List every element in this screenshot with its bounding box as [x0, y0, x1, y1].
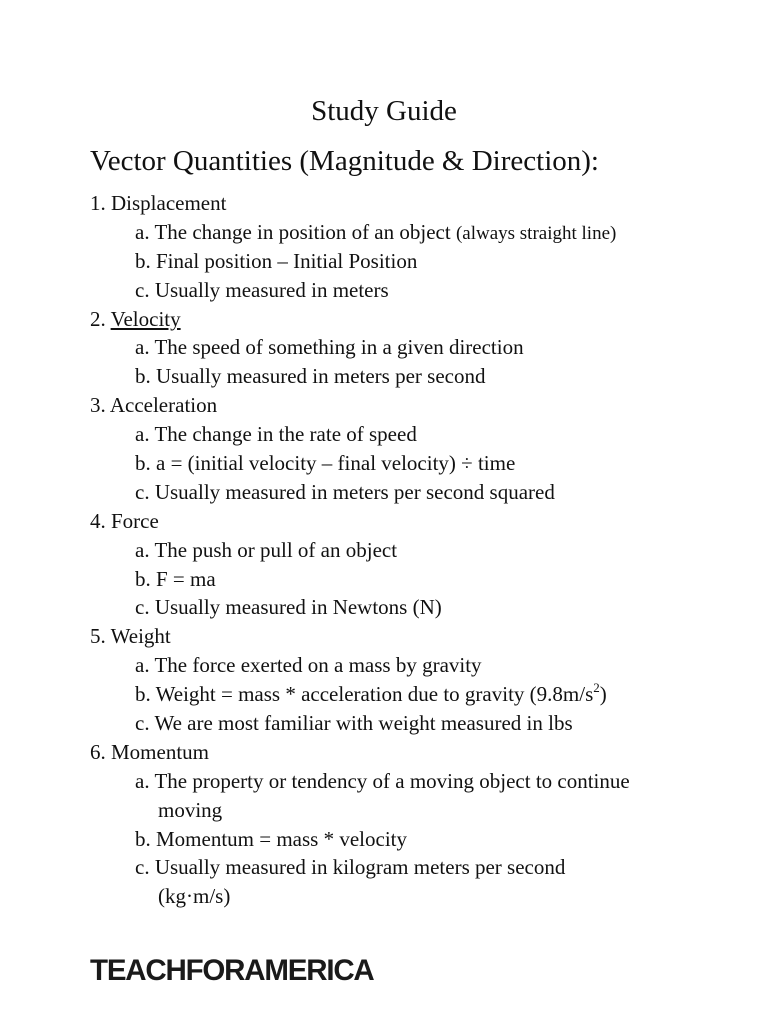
subitem-force-b: b. F = ma — [135, 566, 216, 591]
subitem-weight-b — [90, 680, 710, 709]
subitem-velocity-b: b. Usually measured in meters per second — [135, 364, 486, 389]
subitem-momentum-a-continued: moving — [158, 797, 223, 822]
page-title: Study Guide — [311, 95, 457, 127]
subitem-acceleration-a: a. The change in the rate of speed — [135, 422, 417, 447]
subitem-text-close: ) — [599, 682, 607, 707]
item-name-underlined: Velocity — [110, 306, 181, 331]
subitem-parenthetical: (always straight line) — [455, 222, 617, 244]
subitem-momentum-c: c. Usually measured in kilogram meters per second — [135, 855, 566, 880]
item-acceleration: 3. Acceleration — [90, 393, 218, 418]
section-heading: Vector Quantities (Magnitude & Direction): — [90, 145, 599, 177]
subitem-momentum-a: a. The property or tendency of a moving object to continue — [135, 768, 630, 793]
subitem-weight-a: a. The force exerted on a mass by gravity — [135, 653, 482, 678]
item-force: 4. Force — [90, 508, 159, 533]
subitem-displacement-a — [90, 218, 710, 247]
teach-for-america-logo: TEACHFORAMERICA — [90, 954, 374, 987]
superscript: 2 — [593, 680, 600, 696]
subitem-acceleration-c: c. Usually measured in meters per second squared — [135, 479, 555, 504]
item-number: 2. — [90, 306, 106, 331]
subitem-displacement-c: c. Usually measured in meters — [135, 277, 389, 302]
subitem-displacement-b: b. Final position – Initial Position — [135, 248, 418, 273]
item-displacement: 1. Displacement — [90, 191, 227, 215]
subitem-weight-c: c. We are most familiar with weight measured in lbs — [135, 711, 573, 736]
subitem-momentum-b: b. Momentum = mass * velocity — [135, 826, 407, 851]
subitem-momentum-c-continued: (kg·m/s) — [158, 884, 231, 909]
subitem-acceleration-b: b. a = (initial velocity – final velocity) ÷ time — [135, 451, 516, 476]
subitem-text: a. The change in position of an object — [135, 219, 451, 244]
item-momentum: 6. Momentum — [90, 739, 209, 764]
item-velocity — [90, 305, 710, 334]
subitem-force-a: a. The push or pull of an object — [135, 537, 398, 562]
subitem-velocity-a: a. The speed of something in a given direction — [135, 335, 524, 360]
subitem-force-c: c. Usually measured in Newtons (N) — [135, 595, 442, 620]
subitem-text: b. Weight = mass * acceleration due to gravity (9.8m/s — [135, 682, 594, 707]
item-weight: 5. Weight — [90, 624, 171, 649]
study-list — [90, 189, 710, 911]
